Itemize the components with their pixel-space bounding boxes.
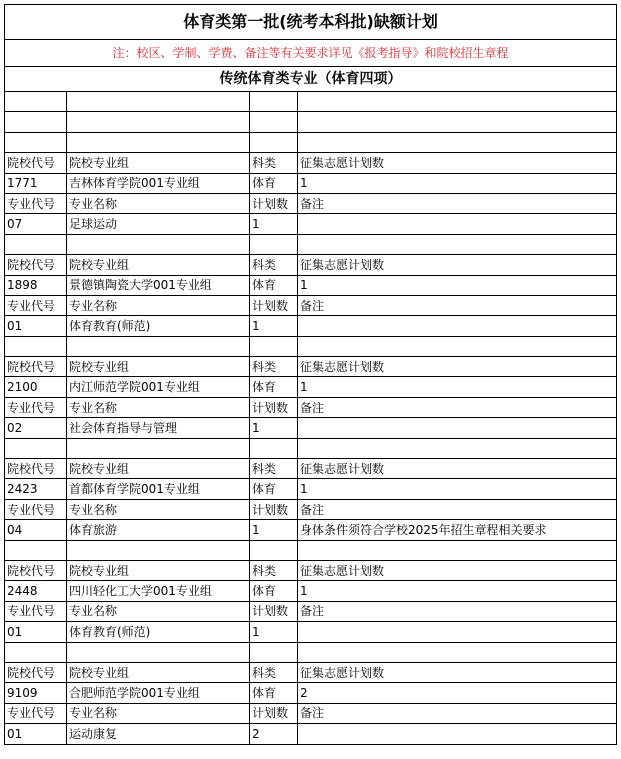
blank-cell (5, 438, 67, 458)
school-code-header: 院校代号 (5, 459, 67, 479)
blank-cell (298, 234, 617, 254)
group-header: 院校专业组 (67, 357, 250, 377)
remark (298, 622, 617, 642)
blank-cell (250, 132, 298, 152)
school-code-header: 院校代号 (5, 255, 67, 275)
group-header-row (5, 459, 617, 479)
blank-cell (250, 438, 298, 458)
school-code: 2423 (5, 479, 67, 499)
blank-cell (298, 112, 617, 132)
major-code: 07 (5, 214, 67, 234)
major-header-row (5, 295, 617, 315)
category: 体育 (250, 683, 298, 703)
title-row (5, 5, 617, 40)
major-code-header: 专业代号 (5, 397, 67, 417)
category: 体育 (250, 581, 298, 601)
major-header-row (5, 193, 617, 213)
major-name-header: 专业名称 (67, 499, 250, 519)
blank-cell (5, 540, 67, 560)
major-name-header: 专业名称 (67, 193, 250, 213)
remark: 身体条件须符合学校2025年招生章程相关要求 (298, 520, 617, 540)
blank-cell (298, 92, 617, 112)
blank-cell (250, 540, 298, 560)
major-data-row (5, 622, 617, 642)
group-data-row (5, 581, 617, 601)
plan-count: 1 (250, 418, 298, 438)
remark-header: 备注 (298, 397, 617, 417)
plan-number: 2 (298, 683, 617, 703)
major-code-header: 专业代号 (5, 499, 67, 519)
school-code: 1898 (5, 275, 67, 295)
blank-cell (67, 336, 250, 356)
blank-cell (5, 92, 67, 112)
group-name: 四川轻化工大学001专业组 (67, 581, 250, 601)
blank-cell (5, 234, 67, 254)
major-name: 体育旅游 (67, 520, 250, 540)
remark (298, 316, 617, 336)
plan-number: 1 (298, 479, 617, 499)
blank-row (5, 642, 617, 662)
section-title: 传统体育类专业（体育四项） (5, 67, 617, 92)
blank-cell (67, 642, 250, 662)
school-code-header: 院校代号 (5, 662, 67, 682)
plan-header: 征集志愿计划数 (298, 459, 617, 479)
blank-cell (250, 234, 298, 254)
remark-header: 备注 (298, 295, 617, 315)
group-data-row (5, 275, 617, 295)
group-header-row (5, 560, 617, 580)
plan-count: 1 (250, 622, 298, 642)
plan-count-header: 计划数 (250, 397, 298, 417)
school-code-header: 院校代号 (5, 560, 67, 580)
remark (298, 214, 617, 234)
plan-number: 1 (298, 173, 617, 193)
major-header-row (5, 601, 617, 621)
admission-table (4, 4, 617, 745)
blank-row (5, 112, 617, 132)
major-data-row (5, 214, 617, 234)
major-name: 体育教育(师范) (67, 316, 250, 336)
major-code: 01 (5, 724, 67, 744)
group-header-row (5, 357, 617, 377)
plan-number: 1 (298, 275, 617, 295)
blank-cell (67, 438, 250, 458)
blank-row (5, 438, 617, 458)
plan-header: 征集志愿计划数 (298, 357, 617, 377)
blank-cell (67, 112, 250, 132)
blank-cell (250, 336, 298, 356)
major-code: 02 (5, 418, 67, 438)
group-name: 景德镇陶瓷大学001专业组 (67, 275, 250, 295)
plan-count-header: 计划数 (250, 499, 298, 519)
plan-count: 2 (250, 724, 298, 744)
plan-count-header: 计划数 (250, 703, 298, 723)
group-data-row (5, 377, 617, 397)
major-name-header: 专业名称 (67, 703, 250, 723)
note-row (5, 40, 617, 67)
major-name: 运动康复 (67, 724, 250, 744)
group-data-row (5, 683, 617, 703)
remark (298, 724, 617, 744)
major-code-header: 专业代号 (5, 703, 67, 723)
category: 体育 (250, 377, 298, 397)
category: 体育 (250, 173, 298, 193)
group-header: 院校专业组 (67, 560, 250, 580)
blank-cell (67, 132, 250, 152)
plan-header: 征集志愿计划数 (298, 662, 617, 682)
group-data-row (5, 173, 617, 193)
blank-row (5, 540, 617, 560)
major-code-header: 专业代号 (5, 193, 67, 213)
major-name: 社会体育指导与管理 (67, 418, 250, 438)
category-header: 科类 (250, 153, 298, 173)
major-data-row (5, 418, 617, 438)
major-name-header: 专业名称 (67, 601, 250, 621)
school-code: 2100 (5, 377, 67, 397)
category-header: 科类 (250, 357, 298, 377)
section-row (5, 67, 617, 92)
blank-cell (250, 112, 298, 132)
blank-cell (298, 642, 617, 662)
major-code-header: 专业代号 (5, 295, 67, 315)
group-header: 院校专业组 (67, 153, 250, 173)
major-name: 足球运动 (67, 214, 250, 234)
blank-row (5, 92, 617, 112)
plan-header: 征集志愿计划数 (298, 255, 617, 275)
remark (298, 418, 617, 438)
plan-count: 1 (250, 214, 298, 234)
plan-count-header: 计划数 (250, 295, 298, 315)
blank-row (5, 132, 617, 152)
blank-cell (250, 92, 298, 112)
group-data-row (5, 479, 617, 499)
plan-number: 1 (298, 581, 617, 601)
blank-cell (298, 438, 617, 458)
category: 体育 (250, 275, 298, 295)
blank-cell (298, 336, 617, 356)
blank-cell (5, 112, 67, 132)
group-name: 内江师范学院001专业组 (67, 377, 250, 397)
category-header: 科类 (250, 662, 298, 682)
school-code-header: 院校代号 (5, 357, 67, 377)
major-code: 01 (5, 316, 67, 336)
major-code: 04 (5, 520, 67, 540)
group-header: 院校专业组 (67, 459, 250, 479)
major-code: 01 (5, 622, 67, 642)
plan-count-header: 计划数 (250, 193, 298, 213)
school-code-header: 院校代号 (5, 153, 67, 173)
remark-header: 备注 (298, 193, 617, 213)
major-data-row (5, 520, 617, 540)
category-header: 科类 (250, 459, 298, 479)
school-code: 2448 (5, 581, 67, 601)
plan-count: 1 (250, 520, 298, 540)
group-header: 院校专业组 (67, 662, 250, 682)
category: 体育 (250, 479, 298, 499)
major-header-row (5, 499, 617, 519)
major-header-row (5, 703, 617, 723)
blank-row (5, 234, 617, 254)
blank-cell (5, 336, 67, 356)
plan-header: 征集志愿计划数 (298, 560, 617, 580)
major-name-header: 专业名称 (67, 397, 250, 417)
blank-cell (67, 540, 250, 560)
major-name: 体育教育(师范) (67, 622, 250, 642)
plan-number: 1 (298, 377, 617, 397)
plan-count-header: 计划数 (250, 601, 298, 621)
blank-cell (298, 132, 617, 152)
page-title: 体育类第一批(统考本科批)缺额计划 (5, 5, 617, 40)
plan-count: 1 (250, 316, 298, 336)
group-name: 吉林体育学院001专业组 (67, 173, 250, 193)
group-header-row (5, 662, 617, 682)
remark-header: 备注 (298, 601, 617, 621)
major-header-row (5, 397, 617, 417)
blank-row (5, 336, 617, 356)
group-name: 合肥师范学院001专业组 (67, 683, 250, 703)
remark-header: 备注 (298, 499, 617, 519)
blank-cell (5, 642, 67, 662)
major-data-row (5, 724, 617, 744)
group-header-row (5, 153, 617, 173)
blank-cell (250, 642, 298, 662)
remark-header: 备注 (298, 703, 617, 723)
plan-header: 征集志愿计划数 (298, 153, 617, 173)
category-header: 科类 (250, 255, 298, 275)
group-name: 首都体育学院001专业组 (67, 479, 250, 499)
group-header: 院校专业组 (67, 255, 250, 275)
note-text: 注：校区、学制、学费、备注等有关要求详见《报考指导》和院校招生章程 (5, 40, 617, 67)
blank-cell (67, 92, 250, 112)
blank-cell (5, 132, 67, 152)
major-data-row (5, 316, 617, 336)
category-header: 科类 (250, 560, 298, 580)
group-header-row (5, 255, 617, 275)
major-code-header: 专业代号 (5, 601, 67, 621)
school-code: 1771 (5, 173, 67, 193)
blank-cell (298, 540, 617, 560)
school-code: 9109 (5, 683, 67, 703)
major-name-header: 专业名称 (67, 295, 250, 315)
blank-cell (67, 234, 250, 254)
